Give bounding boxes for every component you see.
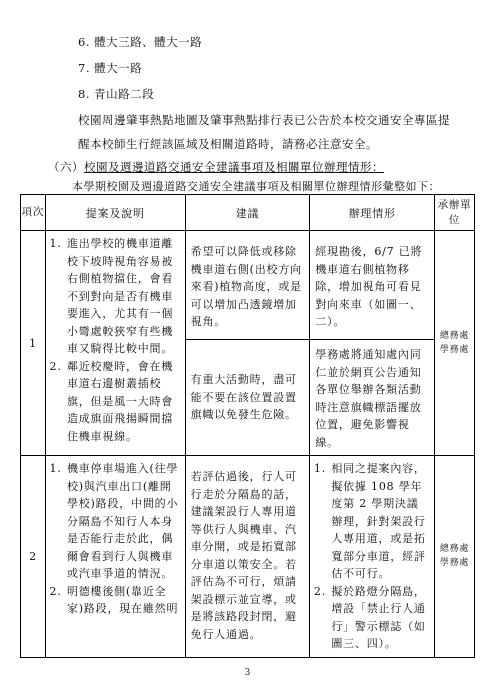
header-proposal: 提案及說明 — [45, 195, 185, 231]
row-2-proposal-item-1: 1. 機車停車場進入(往學校)與汽車出口(離開學校)路段，中間的小分隔島不知行人本身是否能行走於此，偶爾會看到行人與機車或汽車爭道的情況。 — [66, 460, 181, 583]
row-2-index: 2 — [21, 456, 46, 658]
row-1-proposal-item-1: 1. 進出學校的機車道離校下坡時視角容易被右側植物擋住，會看不到對向是否有機車要進入，尤其有一個小彎處較狹窄有些機車又騎得比較中間。 — [66, 235, 181, 358]
row-1-status-a: 經現勘後，6/7 已將機車道右側植物移除，增加視角可看見對向來車（如圖一、二）。 — [310, 231, 435, 340]
table-header-row — [21, 195, 475, 231]
notice-line-1: 校園周邊肇事熱點地圖及肇事熱點排行表已公告於本校交通安全專區提 — [78, 113, 450, 127]
row-1-index: 1 — [21, 231, 46, 456]
header-status: 辦理情形 — [310, 195, 435, 231]
table-row — [21, 231, 475, 340]
row-1-proposal — [45, 231, 185, 456]
table-row — [21, 456, 475, 658]
row-1-status-b: 學務處將通知處內同仁並於網頁公告通知各單位舉辦各類活動時注意旗幟標語擺放位置，避免影響視線。 — [310, 340, 435, 456]
list-item-6: 6. 體大三路、體大一路 — [78, 35, 203, 49]
row-1-proposal-item-2: 2. 鄰近校慶時，會在機車道右邊樹叢插校旗，但是風一大時會造成旗面飛揚瞬間擋住機車視線。 — [66, 358, 181, 446]
row-1-suggestion-a: 希望可以降低或移除機車道右側(出校方向來看)植物高度，或是可以增加凸透鏡增加視角。 — [185, 231, 310, 340]
row-2-unit: 總務處 學務處 — [435, 456, 475, 658]
list-item-8: 8. 青山路二段 — [78, 87, 155, 101]
section-number: （六） — [48, 160, 84, 174]
row-2-suggestion: 若評估過後，行人可行走於分隔島的話，建議架設行人專用道等供行人與機車、汽車分開，或是拓寬部分車道以策安全。若評估為不可行，煩請架設標示並宣導，或是將該路段封閉，避免行人通過。 — [185, 456, 310, 658]
section-title: 校園及週邊道路交通安全建議事項及相關單位辦理情形： — [84, 160, 384, 174]
safety-table — [20, 194, 475, 658]
row-2-proposal — [45, 456, 185, 658]
header-index: 項次 — [21, 195, 46, 231]
header-suggestion: 建議 — [185, 195, 310, 231]
page-number: 3 — [244, 668, 251, 678]
row-1-unit: 總務處 學務處 — [435, 231, 475, 456]
intro-line: 本學期校園及週邊道路交通安全建議事項及相關單位辦理情形彙整如下： — [72, 180, 440, 193]
row-2-status-item-2: 2. 擬於路燈分隔島，增設「禁止行人通行」警示標誌（如圖三、四）。 — [330, 583, 430, 653]
section-heading — [48, 159, 384, 175]
row-2-status — [310, 456, 435, 658]
notice-line-2: 醒本校師生行經該區域及相關道路時，請務必注意安全。 — [78, 137, 378, 151]
row-1-suggestion-b: 有重大活動時，盡可能不要在該位置設置旗幟以免發生危險。 — [185, 340, 310, 456]
row-2-proposal-item-2: 2. 明德樓後側(靠近全家)路段，現在雖然明 — [66, 583, 181, 618]
header-unit: 承辦單位 — [435, 195, 475, 231]
list-item-7: 7. 體大一路 — [78, 61, 143, 75]
row-2-status-item-1: 1. 相同之提案內容，擬依據 108 學年度第 2 學期決議辦理，針對架設行人專用道，或是拓寬部分車道，經評估不可行。 — [330, 460, 430, 583]
